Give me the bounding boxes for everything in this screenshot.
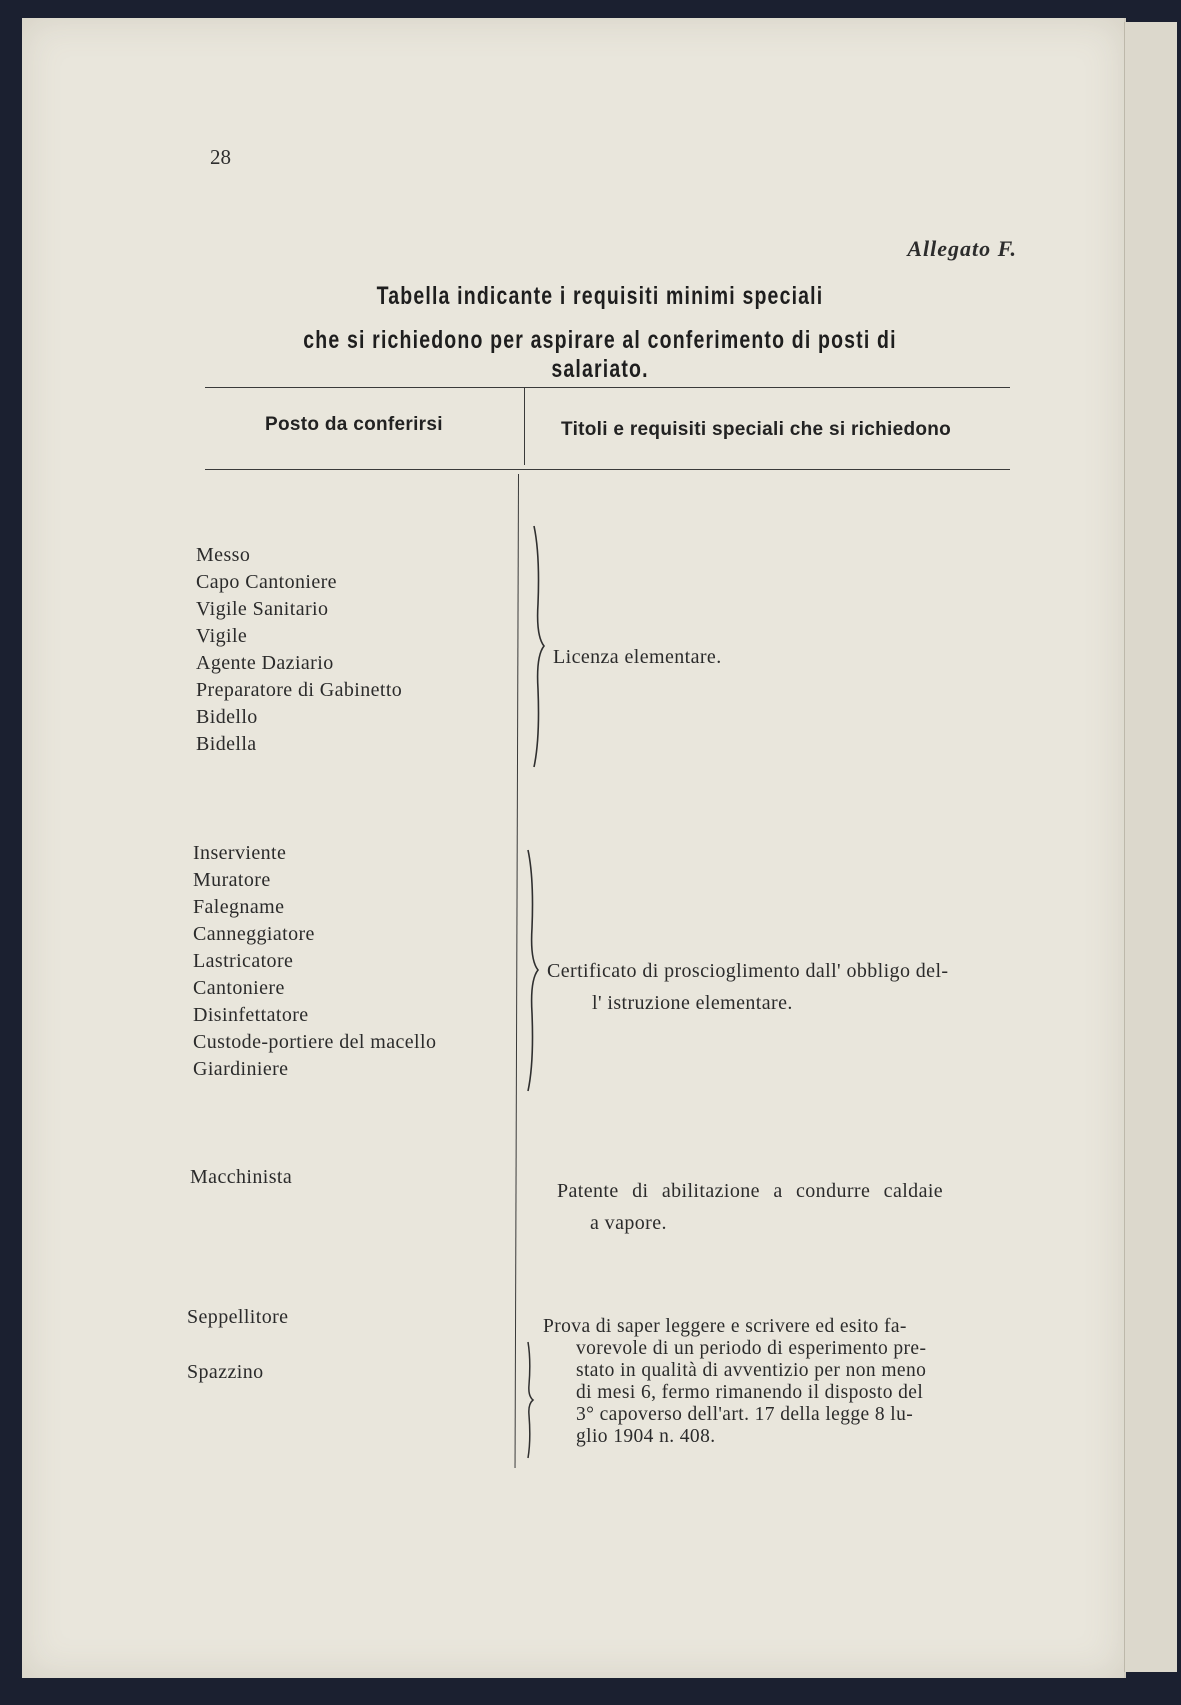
post-item: Preparatore di Gabinetto xyxy=(196,679,403,701)
requirement-group-4 xyxy=(543,1316,926,1448)
page-number: 28 xyxy=(210,145,231,169)
table-title-line-1: Tabella indicante i requisiti minimi speciali xyxy=(376,282,824,310)
post-item: Bidello xyxy=(196,706,258,728)
table-title-line-2: che si richiedono per aspirare al conferimento di posti di salariato. xyxy=(303,326,897,383)
requirement-line: Licenza elementare. xyxy=(553,646,722,668)
post-list-group-3 xyxy=(190,1164,292,1191)
post-list-group-1 xyxy=(196,542,402,758)
post-item: Cantoniere xyxy=(193,977,285,999)
header-post: Posto da conferirsi xyxy=(265,414,443,435)
post-item: Inserviente xyxy=(193,842,287,864)
post-item: Bidella xyxy=(196,733,257,755)
post-list-group-2 xyxy=(193,840,436,1083)
post-item: Capo Cantoniere xyxy=(196,571,337,593)
post-item: Messo xyxy=(196,544,251,566)
requirement-line: Prova di saper leggere e scrivere ed esito fa- xyxy=(543,1316,907,1337)
post-item: Disinfettatore xyxy=(193,1004,309,1026)
header-column-divider xyxy=(524,387,525,465)
requirement-line: a vapore. xyxy=(590,1212,667,1234)
next-page-edge xyxy=(1124,22,1177,1672)
post-item: Custode-portiere del macello xyxy=(193,1031,437,1053)
post-item: Spazzino xyxy=(187,1361,264,1383)
post-item: Macchinista xyxy=(190,1166,293,1188)
post-item: Giardiniere xyxy=(193,1058,289,1080)
post-item: Canneggiatore xyxy=(193,923,315,945)
requirement-line: stato in qualità di avventizio per non meno xyxy=(576,1360,927,1381)
header-requirements: Titoli e requisiti speciali che si richiedono xyxy=(561,419,952,440)
table-top-rule xyxy=(205,387,1010,388)
post-item: Seppellitore xyxy=(187,1306,289,1328)
post-item: Vigile Sanitario xyxy=(196,598,329,620)
requirement-group-1 xyxy=(553,646,722,669)
post-item: Lastricatore xyxy=(193,950,294,972)
requirement-line: vorevole di un periodo di esperimento pre- xyxy=(576,1338,927,1359)
post-item: Falegname xyxy=(193,896,285,918)
requirement-line: 3° capoverso dell'art. 17 della legge 8 lu- xyxy=(576,1404,914,1425)
requirement-line: l' istruzione elementare. xyxy=(592,992,793,1014)
requirement-line: Certificato di proscioglimento dall' obbligo del- xyxy=(547,960,949,982)
requirement-line: Patente di abilitazione a condurre caldaie xyxy=(557,1180,944,1202)
requirement-group-2 xyxy=(547,955,948,1019)
requirement-line: glio 1904 n. 408. xyxy=(576,1426,716,1447)
post-item: Vigile xyxy=(196,625,248,647)
post-item: Agente Daziario xyxy=(196,652,334,674)
brace-group-2 xyxy=(520,848,544,1093)
post-item: Muratore xyxy=(193,869,271,891)
brace-group-4 xyxy=(518,1340,538,1460)
requirement-line: di mesi 6, fermo rimanendo il disposto del xyxy=(576,1382,924,1403)
brace-group-1 xyxy=(526,524,550,769)
requirement-group-3 xyxy=(557,1175,943,1239)
annex-label: Allegato F. xyxy=(907,236,1017,261)
header-bottom-rule xyxy=(205,469,1010,470)
post-list-group-4 xyxy=(187,1304,288,1386)
